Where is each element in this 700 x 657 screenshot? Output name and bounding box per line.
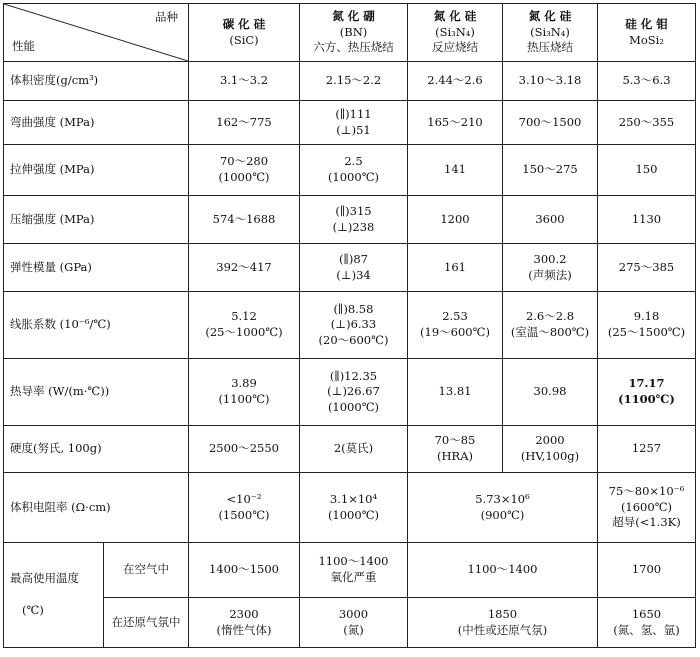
cell-line: (惰性气体) [216, 622, 272, 637]
cell-mosi2: 1130 [598, 196, 696, 244]
cell-line: 70～85 [434, 433, 476, 448]
cell-bn: 2(莫氏) [300, 426, 408, 473]
cell-sin-hp [503, 426, 598, 473]
cell-line: (⊥)26.67 [327, 384, 380, 399]
cell-bn [300, 598, 408, 648]
row-density [4, 62, 696, 101]
header-formula: (SiC) [229, 32, 259, 47]
cell-sin-rb: 165～210 [408, 101, 503, 145]
cell-line: (900℃) [480, 507, 525, 522]
row-label: 拉伸强度 (MPa) [4, 145, 189, 196]
cell-bn [300, 145, 408, 196]
cell-mosi2: 1257 [598, 426, 696, 473]
cell-mosi2: 5.3～6.3 [598, 62, 696, 101]
header-name: 氮 化 硅 [433, 9, 477, 24]
cell-sic: 162～775 [189, 101, 300, 145]
cell-line: (1000℃) [327, 399, 380, 414]
corner-label-property: 性能 [12, 39, 35, 54]
cell-line: 2.6～2.8 [525, 309, 575, 324]
header-name: 硅 化 钼 [625, 16, 668, 31]
cell-line: 2000 [535, 433, 565, 448]
cell-line: (25～1000℃) [205, 325, 283, 339]
cell-line: (20～600℃) [318, 332, 389, 347]
cell-line: (1000℃) [218, 170, 270, 184]
cell-line: (⊥)6.33 [330, 317, 377, 332]
cell-sin-hp [503, 292, 598, 359]
cell-sin-hp [503, 244, 598, 292]
cell-mosi2: 250～355 [598, 101, 696, 145]
header-name: 氮 化 硼 [332, 9, 375, 24]
cell-line: (⊥)51 [336, 122, 371, 137]
header-formula: (Si₃N₄) [435, 24, 475, 39]
header-col-bn [300, 4, 408, 62]
header-col-sin-reaction [408, 4, 503, 62]
row-label: 热导率 (W/(m·℃)) [4, 359, 189, 426]
header-name: 碳 化 硅 [222, 16, 266, 31]
cell-mosi2: 275～385 [598, 244, 696, 292]
cell-line: (氮) [343, 622, 364, 637]
cell-line: (1500℃) [218, 507, 270, 522]
cell-line: (中性或还原气氛) [457, 622, 548, 637]
cell-sin-hp: 150～275 [503, 145, 598, 196]
cell-line: 70～280 [219, 154, 269, 169]
row-label-line: 最高使用温度 [10, 571, 79, 586]
header-process: 反应烧结 [432, 40, 478, 55]
row-label: 体积电阻率 (Ω·cm) [4, 473, 189, 543]
row-label-line: (℃) [22, 603, 44, 617]
row-bending-strength [4, 101, 696, 145]
cell-line: 2300 [229, 606, 259, 621]
cell-bn [300, 473, 408, 543]
row-hardness [4, 426, 696, 473]
cell-sin-rb: 13.81 [408, 359, 503, 426]
cell-sic: 3.1～3.2 [189, 62, 300, 101]
cell-sin-rb: 161 [408, 244, 503, 292]
row-label-max-temp [4, 543, 104, 648]
cell-line: 2.5 [344, 154, 363, 169]
header-formula: (BN) [339, 24, 368, 39]
cell-bn [300, 543, 408, 598]
cell-line: (室温～800℃) [510, 325, 590, 339]
cell-line: <10⁻² [226, 491, 262, 506]
header-formula: (Si₃N₄) [530, 24, 570, 39]
row-elastic-modulus [4, 244, 696, 292]
cell-bn [300, 359, 408, 426]
table-header-row [4, 4, 696, 62]
cell-line: (25～1500℃) [607, 325, 686, 339]
row-max-temp-reducing [4, 598, 696, 648]
header-col-sic [189, 4, 300, 62]
row-label: 压缩强度 (MPa) [4, 196, 189, 244]
cell-sin-hp: 700～1500 [503, 101, 598, 145]
cell-bn [300, 292, 408, 359]
cell-sic: 1400～1500 [189, 543, 300, 598]
header-corner-cell [4, 4, 189, 62]
cell-mosi2 [598, 359, 696, 426]
cell-line: (∥)315 [335, 203, 372, 218]
row-label: 线胀系数 (10⁻⁶/℃) [4, 292, 189, 359]
cell-line: 2.53 [442, 309, 468, 324]
cell-line: (∥)8.58 [333, 301, 374, 316]
cell-line: 9.18 [633, 309, 660, 324]
cell-mosi2: 150 [598, 145, 696, 196]
cell-sic [189, 145, 300, 196]
cell-bn: 2.15～2.2 [300, 62, 408, 101]
row-thermal-expansion [4, 292, 696, 359]
row-volume-resistivity [4, 473, 696, 543]
row-max-temp-air [4, 543, 696, 598]
cell-line: 17.17 [628, 376, 665, 391]
cell-mosi2 [598, 598, 696, 648]
row-compressive-strength [4, 196, 696, 244]
cell-sin-merged [408, 473, 598, 543]
cell-line: (HRA) [437, 449, 473, 463]
cell-line: 3.1×10⁴ [329, 491, 378, 506]
cell-line: (1000℃) [327, 507, 380, 522]
cell-line: (⊥)238 [332, 219, 375, 234]
cell-sin-hp: 3600 [503, 196, 598, 244]
cell-mosi2: 1700 [598, 543, 696, 598]
ceramics-property-table [3, 3, 696, 648]
cell-sic: 392～417 [189, 244, 300, 292]
cell-line: (1000℃) [327, 170, 380, 184]
cell-line: (⊥)34 [336, 267, 371, 282]
cell-bn [300, 196, 408, 244]
header-col-mosi2 [598, 4, 696, 62]
cell-line: (HV,100g) [520, 449, 580, 463]
cell-line: 超导(<1.3K) [612, 515, 681, 530]
corner-label-variety: 品种 [155, 10, 178, 24]
header-col-sin-hotpress [503, 4, 598, 62]
cell-line: (氮、氢、氩) [613, 622, 680, 637]
cell-sic: 574～1688 [189, 196, 300, 244]
cell-line: (1100℃) [218, 392, 270, 406]
cell-line: (∥)12.35 [329, 368, 378, 383]
cell-sin-hp: 3.10～3.18 [503, 62, 598, 101]
sub-label-reducing: 在还原气氛中 [104, 598, 189, 648]
cell-sic [189, 598, 300, 648]
cell-mosi2 [598, 473, 696, 543]
cell-sic [189, 292, 300, 359]
cell-bn [300, 244, 408, 292]
cell-sin-rb [408, 426, 503, 473]
cell-sin-merged [408, 598, 598, 648]
row-label: 弹性模量 (GPa) [4, 244, 189, 292]
cell-line: 1850 [487, 606, 518, 621]
cell-line: 75～80×10⁻⁶ [608, 484, 685, 499]
cell-mosi2 [598, 292, 696, 359]
cell-line: 氧化严重 [330, 570, 377, 584]
row-label: 弯曲强度 (MPa) [4, 101, 189, 145]
cell-sin-rb [408, 292, 503, 359]
cell-line: 5.12 [231, 309, 257, 324]
cell-sic: 2500～2550 [189, 426, 300, 473]
cell-line: (∥)111 [335, 106, 372, 121]
cell-line: 3000 [338, 606, 369, 621]
cell-sin-rb: 2.44～2.6 [408, 62, 503, 101]
sub-label-air: 在空气中 [104, 543, 189, 598]
cell-line: (1100℃) [618, 392, 675, 406]
cell-line: 1100～1400 [318, 554, 389, 569]
property-table-page [3, 3, 695, 653]
cell-line: (1600℃) [620, 499, 673, 514]
cell-sin-hp: 30.98 [503, 359, 598, 426]
cell-sin-rb: 1200 [408, 196, 503, 244]
cell-line: (∥)87 [339, 251, 368, 266]
row-tensile-strength [4, 145, 696, 196]
cell-sin-rb: 141 [408, 145, 503, 196]
row-label: 体积密度(g/cm³) [4, 62, 189, 101]
row-label: 硬度(努氏, 100g) [4, 426, 189, 473]
header-formula: MoSi₂ [629, 32, 664, 47]
cell-line: 3.89 [231, 376, 257, 391]
cell-line: 1650 [631, 606, 662, 621]
cell-line: (声频法) [528, 267, 572, 282]
cell-sic [189, 473, 300, 543]
row-thermal-conductivity [4, 359, 696, 426]
header-name: 氮 化 硅 [528, 9, 572, 24]
header-process: 热压烧结 [527, 40, 573, 55]
cell-sin-merged: 1100～1400 [408, 543, 598, 598]
cell-sic [189, 359, 300, 426]
cell-bn [300, 101, 408, 145]
header-process: 六方、热压烧结 [313, 40, 394, 55]
cell-line: (19～600℃) [420, 325, 490, 339]
cell-line: 300.2 [533, 251, 567, 266]
cell-line: 5.73×10⁶ [475, 491, 530, 506]
